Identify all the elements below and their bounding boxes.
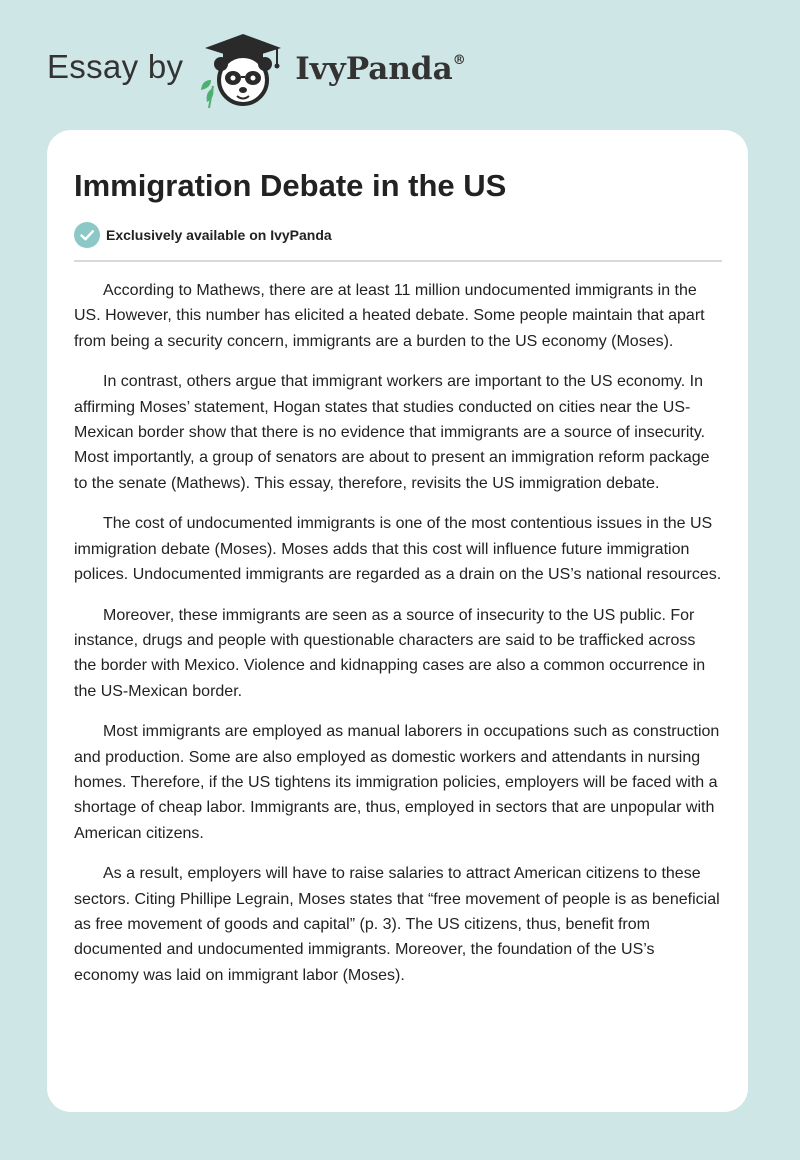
essay-card [47,130,748,1112]
exclusive-badge [74,222,722,248]
brand-name[interactable]: IvyPanda® [295,51,466,87]
check-circle-icon [74,222,100,248]
registered-mark: ® [452,52,466,68]
page-title: Immigration Debate in the US [74,168,507,203]
paragraph: In contrast, others argue that immigrant workers are important to the US economy. In affirming Moses’ statement, Hogan states that studies conducted on cities near the US-Mexican border show that there is no evidence that immigrants are a source of insecurity. Most importantly, a group of senators are about to present an immigration reform package to the senate (Mathews). This essay, therefore, revisits the US immigration debate. [74,373,710,492]
essay-by-label: Essay by [47,48,184,85]
badge-label: Exclusively available on IvyPanda [106,227,332,243]
paragraph: According to Mathews, there are at least 11 million undocumented immigrants in the US. However, this number has elicited a heated debate. Some people maintain that apart from being a security concern, immigrants are a burden to the US economy (Moses). [74,282,705,350]
paragraph: Moreover, these immigrants are seen as a source of insecurity to the US public. For instance, drugs and people with questionable characters are said to be trafficked across the border with Mexico. Violence and kidnapping cases are also a common occurrence in the US-Mexican border. [74,606,706,700]
divider [74,260,722,262]
essay-body [74,278,722,988]
paragraph: As a result, employers will have to raise salaries to attract American citizens to these sectors. Citing Phillipe Legrain, Moses states that “free movement of people is as beneficial as free movement of goods and capital” (p. 3). The US citizens, thus, benefit from documented and undocumented immigrants. Moreover, the foundation of the US’s economy was laid on immigrant labor (Moses). [74,865,720,984]
paragraph: Most immigrants are employed as manual laborers in occupations such as construction and production. Some are also employed as domestic workers and attendants in nursing homes. Therefore, if the US tightens its immigration policies, employers will be faced with a shortage of cheap labor. Immigrants are, thus, employed in sectors that are unpopular with American citizens. [74,723,720,842]
panda-graduate-icon [197,30,289,110]
site-header [47,30,466,110]
paragraph: The cost of undocumented immigrants is one of the most contentious issues in the US immigration debate (Moses). Moses adds that this cost will influence future immigration polices. Undocumented immigrants are regarded as a drain on the US’s national resources. [74,515,722,583]
